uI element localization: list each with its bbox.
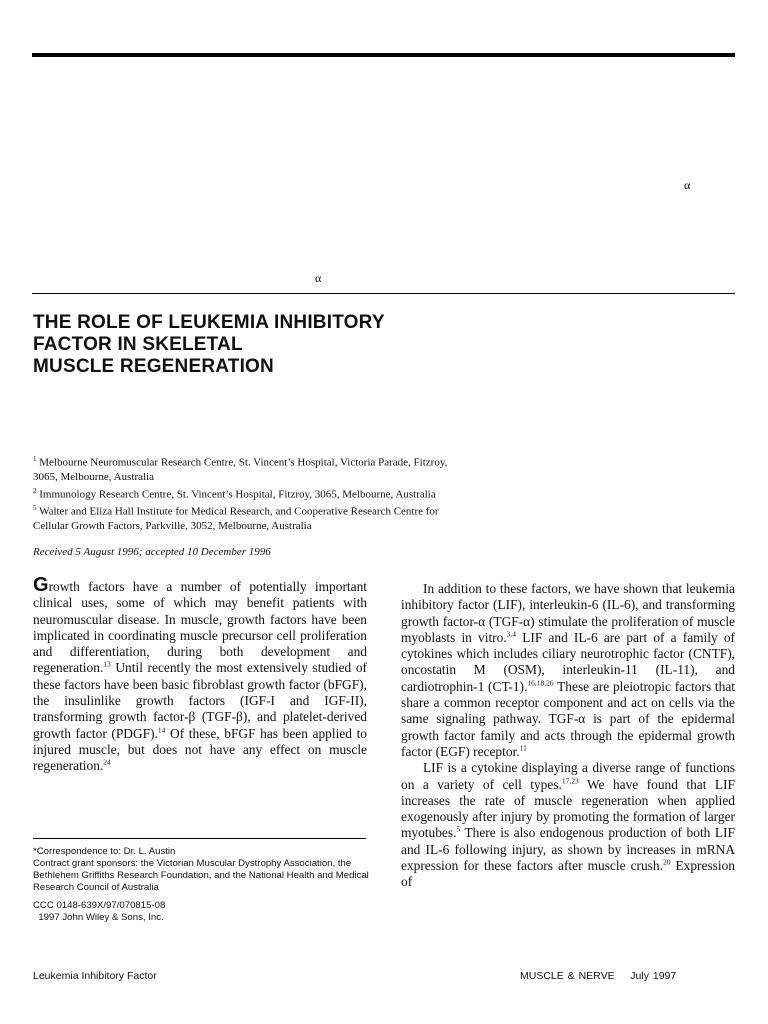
citation: 16,18,26 — [527, 678, 554, 688]
drop-cap: G — [33, 574, 49, 596]
citation: 20 — [662, 857, 671, 867]
body-paragraph: In addition to these factors, we have shown that leukemia inhibitory factor (LIF), interleukin-6 (IL-6), and transforming growth factor-α (TGF-α) stimulate the proliferation of muscle myoblasts in vitro.$^{3,4}$ LIF and IL-6 are part of a family of cytokines which includes ciliary neurotrophic factor (CNTF), oncostatin M (OSM), interleukin-11 (IL-11), and cardiotrophin-1 (CT-1).$^{16,18,26}$ These are pleiotropic factors that share a common receptor component and act on cells via the same signaling pathway. TGF-α is part of the epidermal growth factor family and acts through the epidermal growth factor (EGF) receptor.$^{11}$ — [401, 581, 735, 759]
footnotes — [33, 846, 373, 924]
affiliation: $^5$ Walter and Eliza Hall Institute for Medical Research, and Cooperative Research Centre for Cellular Growth Factors, Parkville, 3052, Melbourne, Australia — [33, 504, 439, 532]
alpha-symbol: α — [315, 271, 322, 285]
journal-name: MUSCLE & NERVE — [520, 970, 615, 982]
top-rule — [32, 53, 735, 57]
body-column-left — [33, 574, 367, 775]
footnote-rule — [33, 838, 366, 839]
citation: 17,23 — [561, 776, 579, 786]
body-column-right — [401, 581, 735, 891]
ccc-code: CCC 0148-639X/97/070815-08 — [33, 900, 166, 911]
citation: 3,4 — [506, 629, 517, 639]
received-date: Received 5 August 1996; accepted 10 December 1996 — [33, 546, 271, 558]
article-title — [33, 312, 553, 378]
journal-footer — [520, 970, 676, 982]
copyright-note: 1997 John Wiley & Sons, Inc. — [38, 912, 164, 923]
body-paragraph: Growth factors have a number of potentially important clinical uses, some of which may benefit patients with neuromuscular disease. In muscle, growth factors have been implicated in coordinating muscle precursor cell proliferation and differentiation, during both development and regeneration.$^{13}$ Until recently the most extensively studied of these factors have been basic fibroblast growth factor (bFGF), the insulinlike growth factors (IGF-I and IGF-II), transforming growth factor-β (TGF-β), and platelet-derived growth factor (PDGF).$^{14}$ Of these, bFGF has been applied to injured muscle, but does not have any effect on muscle regeneration.$^{24}$ — [33, 574, 367, 774]
affiliation: $^2$ Immunology Research Centre, St. Vincent’s Hospital, Fitzroy, 3065, Melbourne, Australia — [33, 486, 436, 501]
correspondence-note: *Correspondence to: Dr. L. Austin — [33, 846, 176, 857]
citation: 11 — [519, 743, 527, 753]
alpha-symbol: α — [684, 178, 691, 192]
citation: 14 — [157, 725, 166, 735]
citation: 13 — [103, 660, 111, 670]
title-line: THE ROLE OF LEUKEMIA INHIBITORY — [33, 312, 385, 333]
title-line: FACTOR IN SKELETAL — [33, 334, 243, 355]
section-rule — [32, 293, 735, 294]
citation: 5 — [456, 824, 461, 834]
affiliation: $^1$ Melbourne Neuromuscular Research Centre, St. Vincent’s Hospital, Victoria Parade, Fitzroy, 3065, Melbourne, Australia — [33, 455, 448, 483]
affiliations — [33, 452, 473, 533]
body-paragraph: LIF is a cytokine displaying a diverse range of functions on a variety of cell types.$^{17,23}$ We have found that LIF increases the rate of muscle regeneration when applied exogenously after injury by promoting the formation of larger myotubes.$^5$ There is also endogenous production of both LIF and IL-6 following injury, as shown by increases in mRNA expression for these factors after muscle crush.$^{20}$ Expression of — [401, 760, 735, 890]
running-title: Leukemia Inhibitory Factor — [33, 970, 157, 982]
title-line: MUSCLE REGENERATION — [33, 356, 274, 377]
sponsors-note: Contract grant sponsors: the Victorian Muscular Dystrophy Association, the Bethlehem Griffiths Research Foundation, and the National Health and Medical Research Council of Australia — [33, 858, 369, 893]
issue-date: July 1997 — [630, 970, 677, 982]
citation: 24 — [103, 757, 111, 767]
